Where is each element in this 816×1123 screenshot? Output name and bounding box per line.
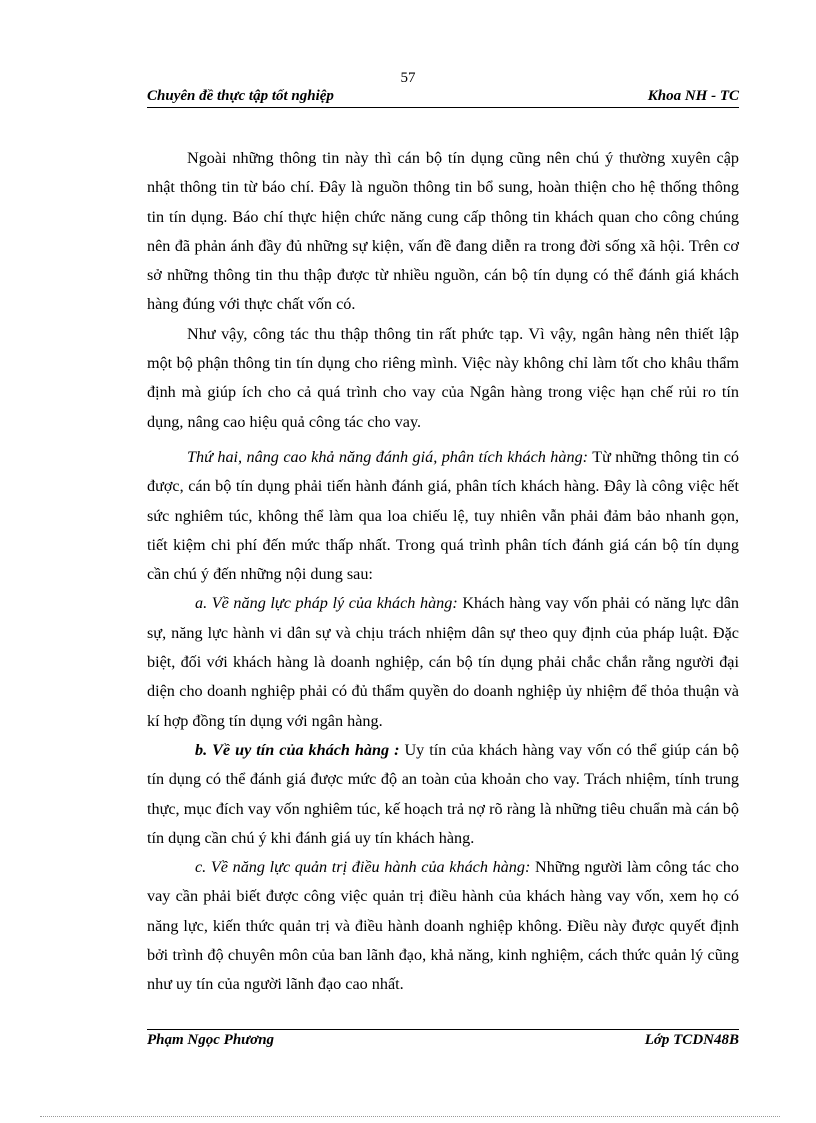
paragraph-lead: a. Về năng lực pháp lý của khách hàng:	[195, 594, 458, 613]
page-bottom-edge	[40, 1116, 780, 1117]
footer-divider	[147, 1029, 739, 1030]
paragraph-reputation	[147, 736, 739, 853]
paragraph-second-point	[147, 443, 739, 589]
footer-class: Lớp TCDN48B	[644, 1032, 739, 1048]
paragraph-text: Ngoài những thông tin này thì cán bộ tín dụng cũng nên chú ý thường xuyên cập nhật thông tin từ báo chí. Đây là nguồn thông tin bổ sung, hoàn thiện cho hệ thống thông tin tín dụng. Báo chí thực hiện chức năng cung cấp thông tin khách quan cho công chúng nên đã phản ánh đầy đủ những sự kiện, vấn đề đang diễn ra trong đời sống xã hội. Trên cơ sở những thông tin thu thập được từ nhiều nguồn, cán bộ tín dụng có thể đánh giá khách hàng đúng với thực chất vốn có.	[147, 149, 739, 314]
header-department: Khoa NH - TC	[647, 88, 739, 104]
page-number: 57	[400, 70, 416, 86]
header-title: Chuyên đề thực tập tốt nghiệp	[147, 88, 334, 104]
paragraph-text: Khách hàng vay vốn phải có năng lực dân sự, năng lực hành vi dân sự và chịu trách nhiệm dân sự theo quy định của pháp luật. Đặc biệt, đối với khách hàng là doanh nghiệp, cán bộ tín dụng phải chắc chắn rằng người đại diện cho doanh nghiệp phải có đủ thẩm quyền do doanh nghiệp ủy nhiệm để thỏa thuận và kí hợp đồng tín dụng với ngân hàng.	[147, 594, 739, 730]
document-body	[147, 144, 739, 1000]
paragraph-management	[147, 853, 739, 999]
paragraph-lead: c. Về năng lực quản trị điều hành của khách hàng:	[195, 858, 531, 877]
paragraph-legal-capacity	[147, 589, 739, 735]
paragraph-lead: b. Về uy tín của khách hàng :	[195, 740, 400, 759]
paragraph-text: Như vậy, công tác thu thập thông tin rất phức tạp. Vì vậy, ngân hàng nên thiết lập một bộ phận thông tin tín dụng cho riêng mình. Việc này không chỉ làm tốt cho khâu thẩm định mà giúp ích cho cả quá trình cho vay của Ngân hàng trong việc hạn chế rủi ro tín dụng, nâng cao hiệu quả công tác cho vay.	[147, 324, 739, 431]
paragraph-info-collection	[147, 320, 739, 437]
paragraph-text: Uy tín của khách hàng vay vốn có thể giúp cán bộ tín dụng có thể đánh giá được mức độ an toàn của khoản cho vay. Trách nhiệm, tính trung thực, mục đích vay vốn nghiêm túc, kế hoạch trả nợ rõ ràng là những tiêu chuẩn mà cán bộ tín dụng cần chú ý khi đánh giá uy tín khách hàng.	[147, 740, 739, 847]
paragraph-text: Từ những thông tin có được, cán bộ tín dụng phải tiến hành đánh giá, phân tích khách hàng. Đây là công việc hết sức nghiêm túc, không thể làm qua loa chiếu lệ, tuy nhiên vẫn phải đảm bảo nhanh gọn, tiết kiệm chi phí đến mức thấp nhất. Trong quá trình phân tích đánh giá cán bộ tín dụng cần chú ý đến những nội dung sau:	[147, 447, 739, 584]
footer-author: Phạm Ngọc Phương	[147, 1032, 275, 1048]
page-footer	[147, 1032, 739, 1049]
page-header	[147, 88, 739, 108]
paragraph-press-info	[147, 144, 739, 320]
paragraph-text: Những người làm công tác cho vay cần phải biết được công việc quản trị điều hành của khách hàng vay vốn, xem họ có năng lực, kiến thức quản trị và điều hành doanh nghiệp không. Điều này được quyết định bởi trình độ chuyên môn của ban lãnh đạo, khả năng, kinh nghiệm, cách thức quản lý cũng như uy tín của người lãnh đạo cao nhất.	[147, 858, 739, 994]
paragraph-lead: Thứ hai, nâng cao khả năng đánh giá, phân tích khách hàng:	[187, 447, 589, 466]
